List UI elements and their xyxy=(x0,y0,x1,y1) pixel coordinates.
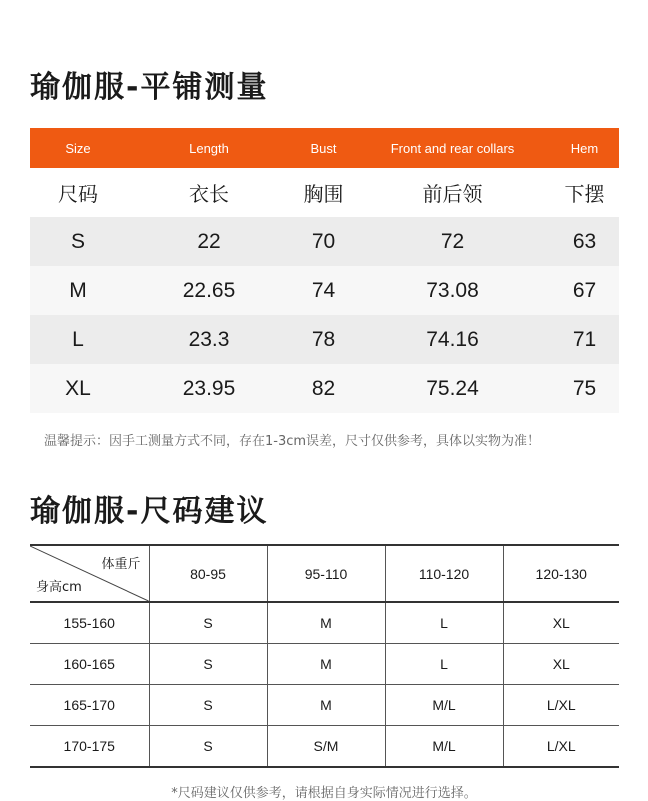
table-row xyxy=(30,217,619,266)
size-cell: M xyxy=(267,644,385,685)
weight-axis-label: 体重斤 xyxy=(101,557,141,572)
size-cell: S xyxy=(149,726,267,768)
cell-size: M xyxy=(30,266,126,315)
cell-size: S xyxy=(30,217,126,266)
cell-length: 22 xyxy=(126,217,292,266)
weight-col-header: 95-110 xyxy=(267,545,385,602)
cell-collars: 75.24 xyxy=(355,364,550,413)
size-cell: M/L xyxy=(385,726,503,768)
size-cell: S/M xyxy=(267,726,385,768)
cell-hem: 75 xyxy=(550,364,619,413)
cell-bust: 78 xyxy=(292,315,355,364)
height-cell: 170-175 xyxy=(30,726,149,768)
size-cell: M/L xyxy=(385,685,503,726)
table-row xyxy=(30,685,619,726)
table-row xyxy=(30,315,619,364)
cell-length: 23.95 xyxy=(126,364,292,413)
size-cell: XL xyxy=(503,644,619,685)
cell-length: 23.3 xyxy=(126,315,292,364)
size-advice-title: 瑜伽服-尺码建议 xyxy=(30,494,269,529)
cell-collars: 72 xyxy=(355,217,550,266)
size-cell: S xyxy=(149,685,267,726)
cell-length: 22.65 xyxy=(126,266,292,315)
size-cell: L xyxy=(385,602,503,644)
size-cell: XL xyxy=(503,602,619,644)
cell-collars: 74.16 xyxy=(355,315,550,364)
header-collars-en: Front and rear collars xyxy=(355,128,550,168)
header-size-cn: 尺码 xyxy=(30,168,126,217)
header-length-en: Length xyxy=(126,128,292,168)
cell-collars: 73.08 xyxy=(355,266,550,315)
height-cell: 155-160 xyxy=(30,602,149,644)
size-cell: S xyxy=(149,602,267,644)
size-advice-table xyxy=(30,544,619,768)
cell-bust: 70 xyxy=(292,217,355,266)
table-row xyxy=(30,266,619,315)
header-bust-cn: 胸围 xyxy=(292,168,355,217)
size-cell: M xyxy=(267,602,385,644)
weight-header-row xyxy=(30,545,619,602)
header-hem-cn: 下摆 xyxy=(550,168,619,217)
table-row xyxy=(30,726,619,768)
size-cell: M xyxy=(267,685,385,726)
table-row xyxy=(30,644,619,685)
cell-hem: 71 xyxy=(550,315,619,364)
height-axis-label: 身高cm xyxy=(36,580,82,595)
table-row xyxy=(30,602,619,644)
size-advice-note: *尺码建议仅供参考，请根据自身实际情况进行选择。 xyxy=(171,786,477,801)
corner-cell xyxy=(30,545,149,602)
header-hem-en: Hem xyxy=(550,128,619,168)
size-cell: L/XL xyxy=(503,685,619,726)
weight-col-header: 110-120 xyxy=(385,545,503,602)
weight-col-header: 80-95 xyxy=(149,545,267,602)
weight-col-header: 120-130 xyxy=(503,545,619,602)
measurement-title: 瑜伽服-平铺测量 xyxy=(30,70,269,105)
table-row xyxy=(30,364,619,413)
header-length-cn: 衣长 xyxy=(126,168,292,217)
height-cell: 160-165 xyxy=(30,644,149,685)
header-collars-cn: 前后领 xyxy=(355,168,550,217)
header-row-en xyxy=(30,128,619,168)
cell-size: XL xyxy=(30,364,126,413)
header-bust-en: Bust xyxy=(292,128,355,168)
cell-size: L xyxy=(30,315,126,364)
size-cell: L xyxy=(385,644,503,685)
header-size-en: Size xyxy=(30,128,126,168)
measurement-table xyxy=(30,128,619,413)
height-cell: 165-170 xyxy=(30,685,149,726)
cell-hem: 67 xyxy=(550,266,619,315)
size-cell: L/XL xyxy=(503,726,619,768)
header-row-cn xyxy=(30,168,619,217)
cell-hem: 63 xyxy=(550,217,619,266)
size-cell: S xyxy=(149,644,267,685)
cell-bust: 74 xyxy=(292,266,355,315)
cell-bust: 82 xyxy=(292,364,355,413)
measurement-note: 温馨提示：因手工测量方式不同，存在1-3cm误差，尺寸仅供参考，具体以实物为准！ xyxy=(44,434,541,449)
